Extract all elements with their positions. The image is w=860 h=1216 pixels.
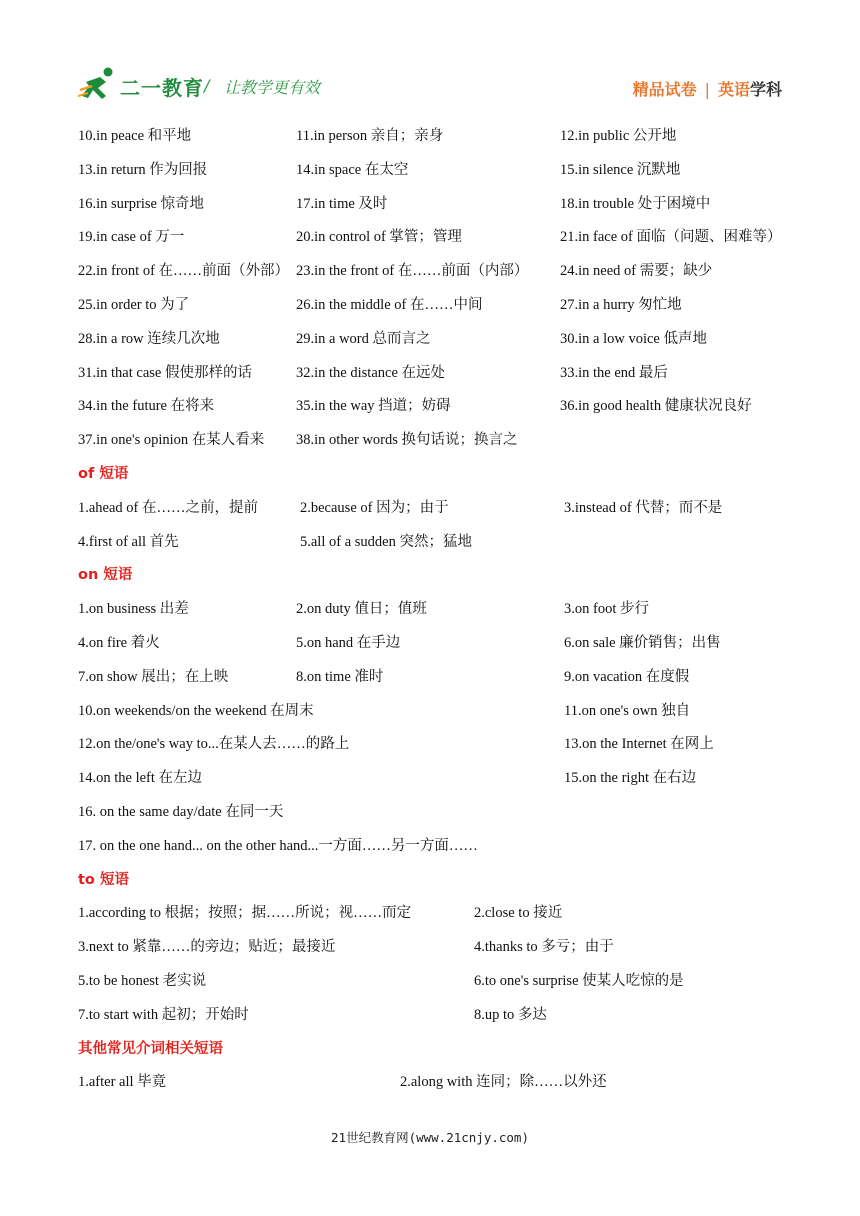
brand-slash: /	[204, 76, 210, 95]
phrase-row	[78, 627, 788, 661]
label-subject-suffix: 学科	[749, 80, 782, 99]
phrase-item: 30.in a low voice 低声地	[560, 330, 707, 347]
label-divider: |	[704, 80, 710, 99]
section-title-on: on 短语	[78, 567, 133, 584]
phrase-item: 1.according to 根据；按照；据……所说；视……而定	[78, 905, 412, 922]
phrase-item: 9.on vacation 在度假	[564, 668, 690, 685]
label-subject-english: 英语	[717, 80, 750, 99]
phrase-item: 22.in front of 在……前面（外部）	[78, 263, 290, 280]
phrase-item: 12.in public 公开地	[560, 128, 677, 144]
phrase-item: 17.in time 及时	[296, 195, 388, 212]
phrase-item: 6.on sale 廉价销售；出售	[564, 634, 721, 651]
phrase-item: 4.first of all 首先	[78, 533, 179, 550]
phrase-item: 13.in return 作为回报	[78, 161, 208, 178]
phrase-row	[78, 120, 788, 154]
phrase-item: 16. on the same day/date 在同一天	[78, 803, 284, 820]
phrase-item: 24.in need of 需要；缺少	[560, 263, 713, 280]
phrase-item: 12.on the/one's way to...在某人去……的路上	[78, 736, 350, 753]
phrase-row	[78, 661, 788, 695]
phrase-item: 4.thanks to 多亏；由于	[474, 939, 614, 956]
phrase-item: 8.on time 准时	[296, 668, 384, 685]
section-title-other: 其他常见介词相关短语	[78, 1040, 223, 1057]
phrase-item: 3.on foot 步行	[564, 601, 649, 618]
on-phrases	[78, 593, 788, 863]
phrase-item: 13.on the Internet 在网上	[564, 736, 714, 753]
phrase-row	[78, 424, 788, 458]
phrase-item: 14.on the left 在左边	[78, 770, 203, 787]
phrase-item: 2.along with 连同；除……以外还	[400, 1074, 607, 1091]
phrase-row	[78, 728, 788, 762]
phrase-row	[78, 593, 788, 627]
phrase-item: 34.in the future 在将来	[78, 398, 215, 415]
phrase-item: 35.in the way 挡道；妨碍	[296, 398, 451, 415]
phrase-item: 2.close to 接近	[474, 905, 563, 922]
phrase-item: 2.because of 因为；由于	[300, 499, 449, 516]
phrase-item: 8.up to 多达	[474, 1006, 547, 1023]
phrase-row	[78, 762, 788, 796]
phrase-item: 36.in good health 健康状况良好	[560, 398, 752, 415]
phrase-row	[78, 526, 788, 560]
in-phrases	[78, 120, 788, 458]
phrase-item: 18.in trouble 处于困境中	[560, 195, 711, 212]
phrase-item: 19.in case of 万一	[78, 229, 185, 246]
phrase-item: 28.in a row 连续几次地	[78, 330, 220, 347]
phrase-item: 1.on business 出差	[78, 601, 189, 618]
phrase-item: 11.in person 亲自；亲身	[296, 128, 444, 144]
phrase-row	[78, 830, 788, 864]
phrase-item: 10.in peace 和平地	[78, 128, 192, 144]
phrase-item: 5.on hand 在手边	[296, 634, 401, 651]
of-phrases	[78, 492, 788, 560]
phrase-row	[78, 188, 788, 222]
phrase-item: 4.on fire 着火	[78, 634, 160, 651]
phrase-item: 33.in the end 最后	[560, 364, 668, 381]
label-premium: 精品试卷	[632, 80, 697, 99]
phrase-row	[78, 931, 788, 965]
phrase-item: 3.next to 紧靠……的旁边；贴近；最接近	[78, 939, 336, 956]
phrase-row	[78, 897, 788, 931]
phrase-item: 38.in other words 换句话说；换言之	[296, 432, 518, 449]
phrase-item: 5.all of a sudden 突然；猛地	[300, 533, 472, 550]
phrase-item: 10.on weekends/on the weekend 在周末	[78, 702, 314, 719]
runner-logo-icon	[78, 66, 118, 104]
phrase-row	[78, 796, 788, 830]
phrase-row	[78, 390, 788, 424]
section-title-to: to 短语	[78, 871, 129, 888]
phrase-row	[78, 492, 788, 526]
phrase-item: 1.after all 毕竟	[78, 1074, 167, 1091]
phrase-item: 11.on one's own 独自	[564, 702, 691, 719]
other-phrases	[78, 1066, 788, 1100]
phrase-item: 3.instead of 代替；而不是	[564, 499, 723, 516]
phrase-item: 26.in the middle of 在……中间	[296, 296, 483, 313]
phrase-row	[78, 965, 788, 999]
phrase-item: 21.in face of 面临（问题、困难等）	[560, 229, 782, 246]
phrase-row	[78, 289, 788, 323]
phrase-row	[78, 323, 788, 357]
brand-logo	[78, 66, 328, 106]
phrase-item: 17. on the one hand... on the other hand...一方面……另一方面……	[78, 837, 478, 854]
phrase-item: 7.to start with 起初；开始时	[78, 1006, 249, 1023]
page-header	[0, 0, 860, 120]
phrase-row	[78, 221, 788, 255]
phrase-item: 15.in silence 沉默地	[560, 161, 681, 178]
phrase-list	[78, 120, 788, 1100]
phrase-item: 2.on duty 值日；值班	[296, 601, 427, 618]
phrase-row	[78, 999, 788, 1033]
phrase-row	[78, 695, 788, 729]
phrase-item: 16.in surprise 惊奇地	[78, 195, 205, 212]
section-title-of: of 短语	[78, 465, 129, 482]
phrase-item: 25.in order to 为了	[78, 296, 190, 313]
phrase-item: 37.in one's opinion 在某人看来	[78, 432, 265, 449]
phrase-row	[78, 1066, 788, 1100]
phrase-row	[78, 255, 788, 289]
phrase-item: 27.in a hurry 匆忙地	[560, 296, 682, 313]
phrase-item: 7.on show 展出；在上映	[78, 668, 229, 685]
phrase-item: 5.to be honest 老实说	[78, 972, 207, 989]
brand-name: 二一教育	[120, 76, 204, 100]
phrase-item: 32.in the distance 在远处	[296, 364, 445, 381]
phrase-item: 6.to one's surprise 使某人吃惊的是	[474, 972, 684, 989]
phrase-item: 1.ahead of 在……之前，提前	[78, 499, 259, 516]
phrase-item: 31.in that case 假使那样的话	[78, 364, 252, 381]
phrase-item: 23.in the front of 在……前面（内部）	[296, 263, 529, 280]
brand-slogan: 让教学更有效	[224, 78, 321, 97]
phrase-item: 20.in control of 掌管；管理	[296, 229, 462, 246]
phrase-row	[78, 154, 788, 188]
to-phrases	[78, 897, 788, 1032]
page-footer: 21世纪教育网(www.21cnjy.com)	[331, 1130, 529, 1145]
phrase-item: 14.in space 在太空	[296, 161, 409, 178]
phrase-item: 15.on the right 在右边	[564, 770, 697, 787]
phrase-row	[78, 357, 788, 391]
phrase-item: 29.in a word 总而言之	[296, 330, 431, 347]
subject-label	[633, 77, 782, 100]
